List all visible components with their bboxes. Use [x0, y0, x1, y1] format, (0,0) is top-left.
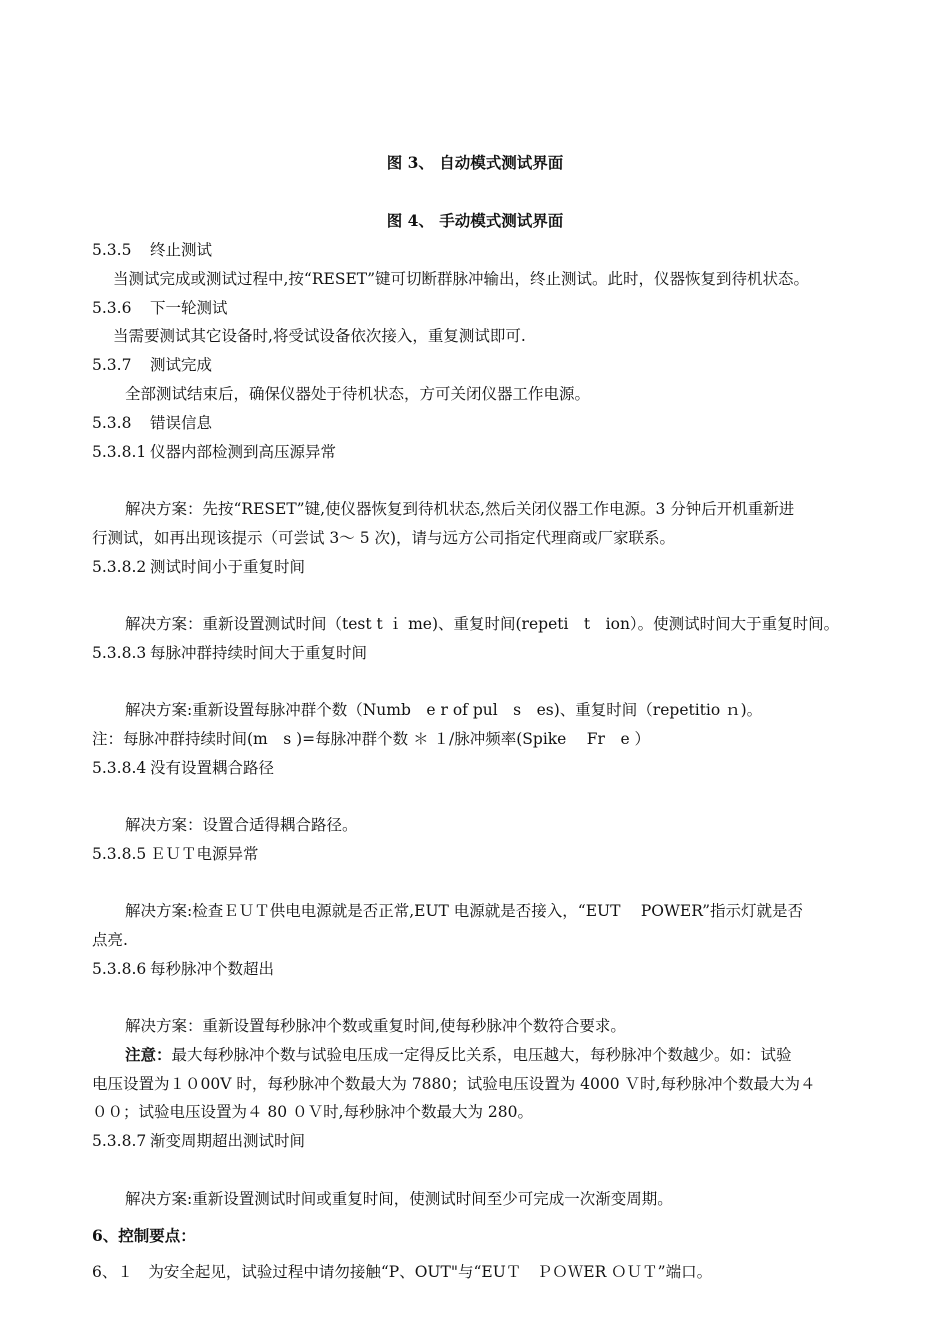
section-5-3-8-6-note-line-2: 电压设置为１０00V 时，每秒脉冲个数最大为 7880；试验电压设置为 4000 Ｖ时,每秒脉冲个数最大为４: [92, 1075, 816, 1093]
section-number: 5.3.8.4: [92, 759, 147, 777]
section-number: 5.3.6: [92, 299, 132, 317]
section-title: ＥＵＴ电源异常: [150, 845, 259, 863]
section-number: 5.3.8.6: [92, 960, 147, 978]
section-5-3-8-1-body-line-2: 行测试，如再出现该提示（可尝试 3～ 5 次)，请与远方公司指定代理商或厂家联系。: [92, 529, 676, 547]
section-number: 5.3.8: [92, 414, 132, 432]
section-5-3-8-2-heading: [92, 557, 305, 577]
section-5-3-5-heading: [92, 240, 212, 260]
section-5-3-8-3-note: 注：每脉冲群持续时间(m s )=每脉冲群个数 ＊ １/脉冲频率(Spike Fr e ）: [92, 730, 651, 748]
section-title: 测试完成: [150, 356, 213, 374]
section-title: 错误信息: [150, 414, 213, 432]
section-5-3-8-2-body: 解决方案：重新设置测试时间（test t ｉ me)、重复时间(repeti t ion）。使测试时间大于重复时间。: [125, 615, 840, 633]
section-number: 5.3.8.3: [92, 644, 147, 662]
section-5-3-8-6-note-line-1: [125, 1045, 792, 1065]
section-5-3-8-3-body: 解决方案:重新设置每脉冲群个数（Numb e r of pul s es)、重复时间（repetitio ｎ)。: [125, 701, 763, 719]
section-5-3-8-6-body: 解决方案：重新设置每秒脉冲个数或重复时间,使每秒脉冲个数符合要求。: [125, 1017, 626, 1035]
section-5-3-8-4-heading: [92, 758, 274, 778]
section-5-3-8-7-body: 解决方案:重新设置测试时间或重复时间，使测试时间至少可完成一次渐变周期。: [125, 1190, 673, 1208]
section-number: 5.3.8.7: [92, 1132, 147, 1150]
section-5-3-7-body: 全部测试结束后，确保仪器处于待机状态，方可关闭仪器工作电源。: [125, 385, 591, 403]
section-5-3-5-body: 当测试完成或测试过程中,按“RESET”键可切断群脉冲输出，终止测试。此时，仪器恢复到待机状态。: [113, 270, 810, 288]
control-point-1: 6、１ 为安全起见，试验过程中请勿接触“P、OUT"与“EUＴ ＰＯＷER ＯＵＴ”端口。: [92, 1263, 713, 1281]
section-5-3-7-heading: [92, 355, 212, 375]
section-5-3-8-heading: [92, 413, 212, 433]
note-text: 最大每秒脉冲个数与试验电压成一定得反比关系，电压越大，每秒脉冲个数越少。如：试验: [171, 1046, 792, 1064]
section-title: 仪器内部检测到高压源异常: [150, 443, 337, 461]
section-5-3-8-3-heading: [92, 643, 367, 663]
control-points-heading: 6、控制要点：: [92, 1226, 196, 1245]
section-5-3-6-heading: [92, 298, 228, 318]
section-number: 5.3.5: [92, 241, 132, 259]
figure-3-caption: 图 3、 自动模式测试界面: [386, 153, 564, 172]
section-number: 5.3.8.5: [92, 845, 147, 863]
section-5-3-8-7-heading: [92, 1131, 305, 1151]
section-5-3-8-6-note-line-3: ００；试验电压设置为４ 80 ０Ｖ时,每秒脉冲个数最大为 280。: [92, 1103, 534, 1121]
section-title: 渐变周期超出测试时间: [150, 1132, 306, 1150]
section-5-3-8-6-heading: [92, 959, 274, 979]
section-5-3-6-body: 当需要测试其它设备时,将受试设备依次接入，重复测试即可.: [113, 327, 526, 345]
section-number: 5.3.7: [92, 356, 132, 374]
section-title: 每脉冲群持续时间大于重复时间: [150, 644, 368, 662]
note-label: 注意：: [125, 1045, 172, 1064]
section-title: 没有设置耦合路径: [150, 759, 275, 777]
section-5-3-8-5-body-line-1: 解决方案:检查ＥＵＴ供电电源就是否正常,EUT 电源就是否接入，“EUT POWER”指示灯就是否: [125, 902, 803, 920]
section-5-3-8-1-body-line-1: 解决方案：先按“RESET”键,使仪器恢复到待机状态,然后关闭仪器工作电源。3 分钟后开机重新进: [125, 500, 795, 518]
section-5-3-8-5-body-line-2: 点亮.: [92, 931, 128, 949]
section-5-3-8-4-body: 解决方案：设置合适得耦合路径。: [125, 816, 358, 834]
section-title: 测试时间小于重复时间: [150, 558, 306, 576]
section-title: 终止测试: [150, 241, 213, 259]
section-5-3-8-5-heading: [92, 844, 259, 864]
section-title: 下一轮测试: [150, 299, 228, 317]
section-5-3-8-1-heading: [92, 442, 336, 462]
figure-4-caption: 图 4、 手动模式测试界面: [386, 211, 564, 230]
section-title: 每秒脉冲个数超出: [150, 960, 275, 978]
section-number: 5.3.8.1: [92, 443, 147, 461]
section-number: 5.3.8.2: [92, 558, 147, 576]
